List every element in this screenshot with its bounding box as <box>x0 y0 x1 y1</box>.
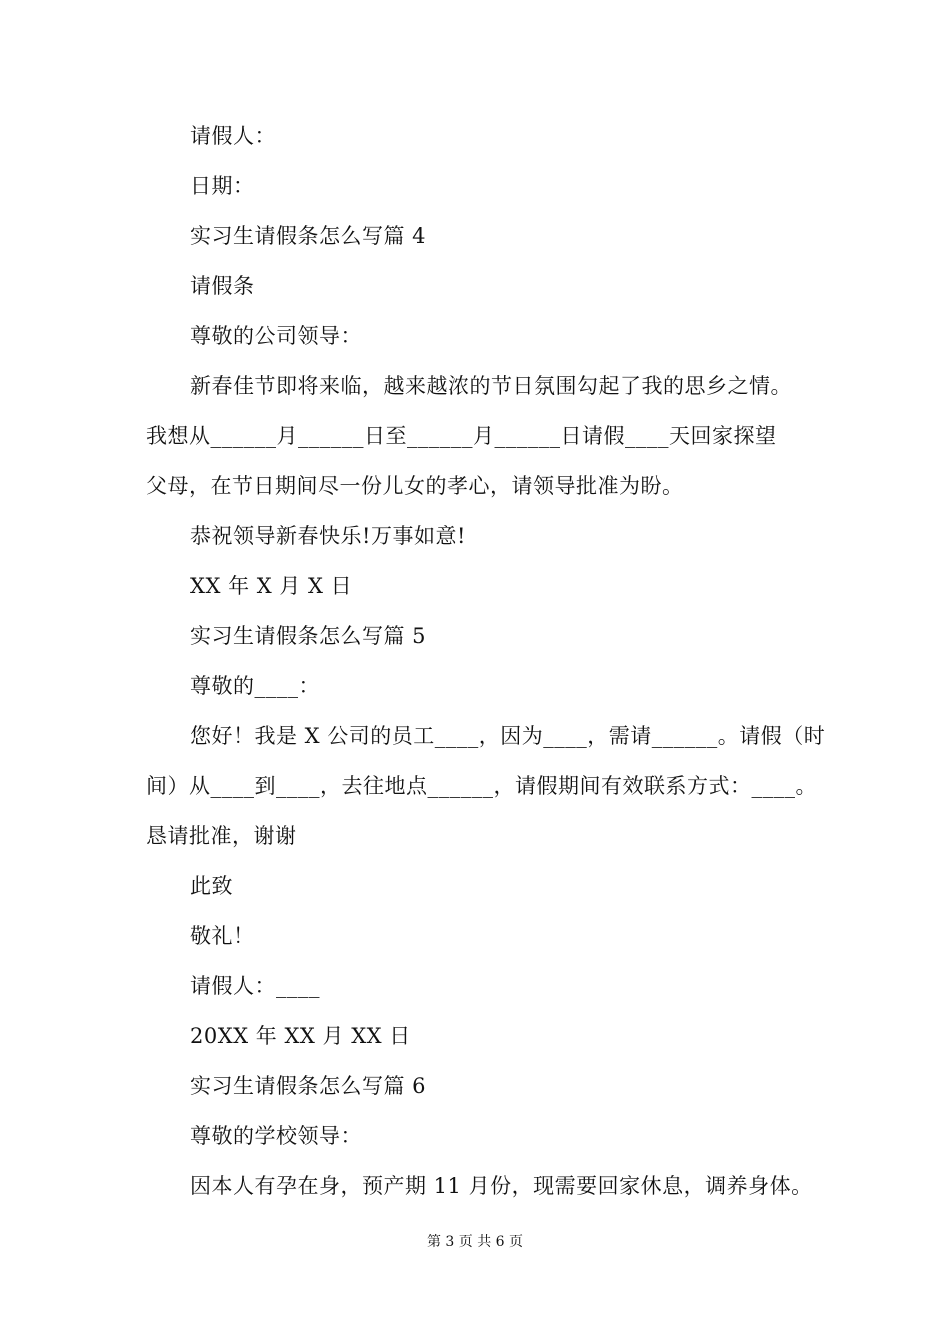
salutation-blank: 尊敬的____： <box>190 674 320 698</box>
section-heading-5: 实习生请假条怎么写篇 5 <box>190 624 427 648</box>
section-heading-4: 实习生请假条怎么写篇 4 <box>190 224 427 248</box>
date-label: 日期： <box>190 174 255 198</box>
paragraph-line: 新春佳节即将来临，越来越浓的节日氛围勾起了我的思乡之情。 <box>190 374 792 398</box>
greeting-line: 恭祝领导新春快乐!万事如意! <box>190 524 466 548</box>
page-number-footer: 第 3 页 共 6 页 <box>426 1234 524 1250</box>
paragraph-line: 我想从______月______日至______月______日请假____天回家探望 <box>146 424 777 448</box>
paragraph-line: 您好！我是 X 公司的员工____，因为____，需请______。请假（时 <box>190 724 826 748</box>
applicant-label: 请假人： <box>190 124 276 148</box>
salutation-school: 尊敬的学校领导： <box>190 1124 362 1148</box>
paragraph-line: 恳请批准，谢谢 <box>146 824 297 848</box>
closing-line: 此致 <box>190 874 233 898</box>
section-heading-6: 实习生请假条怎么写篇 6 <box>190 1074 427 1098</box>
paragraph-line: 间）从____到____，去往地点______，请假期间有效联系方式：____。 <box>146 774 817 798</box>
date-line: 20XX 年 XX 月 XX 日 <box>190 1024 411 1048</box>
closing-salute: 敬礼！ <box>190 924 255 948</box>
paragraph-line: 父母，在节日期间尽一份儿女的孝心，请领导批准为盼。 <box>146 474 684 498</box>
applicant-signature: 请假人：____ <box>190 974 320 998</box>
leave-note-title: 请假条 <box>190 274 255 298</box>
date-line: XX 年 X 月 X 日 <box>190 574 353 598</box>
paragraph-line: 因本人有孕在身，预产期 11 月份，现需要回家休息，调养身体。 <box>190 1174 813 1198</box>
salutation-company: 尊敬的公司领导： <box>190 324 362 348</box>
